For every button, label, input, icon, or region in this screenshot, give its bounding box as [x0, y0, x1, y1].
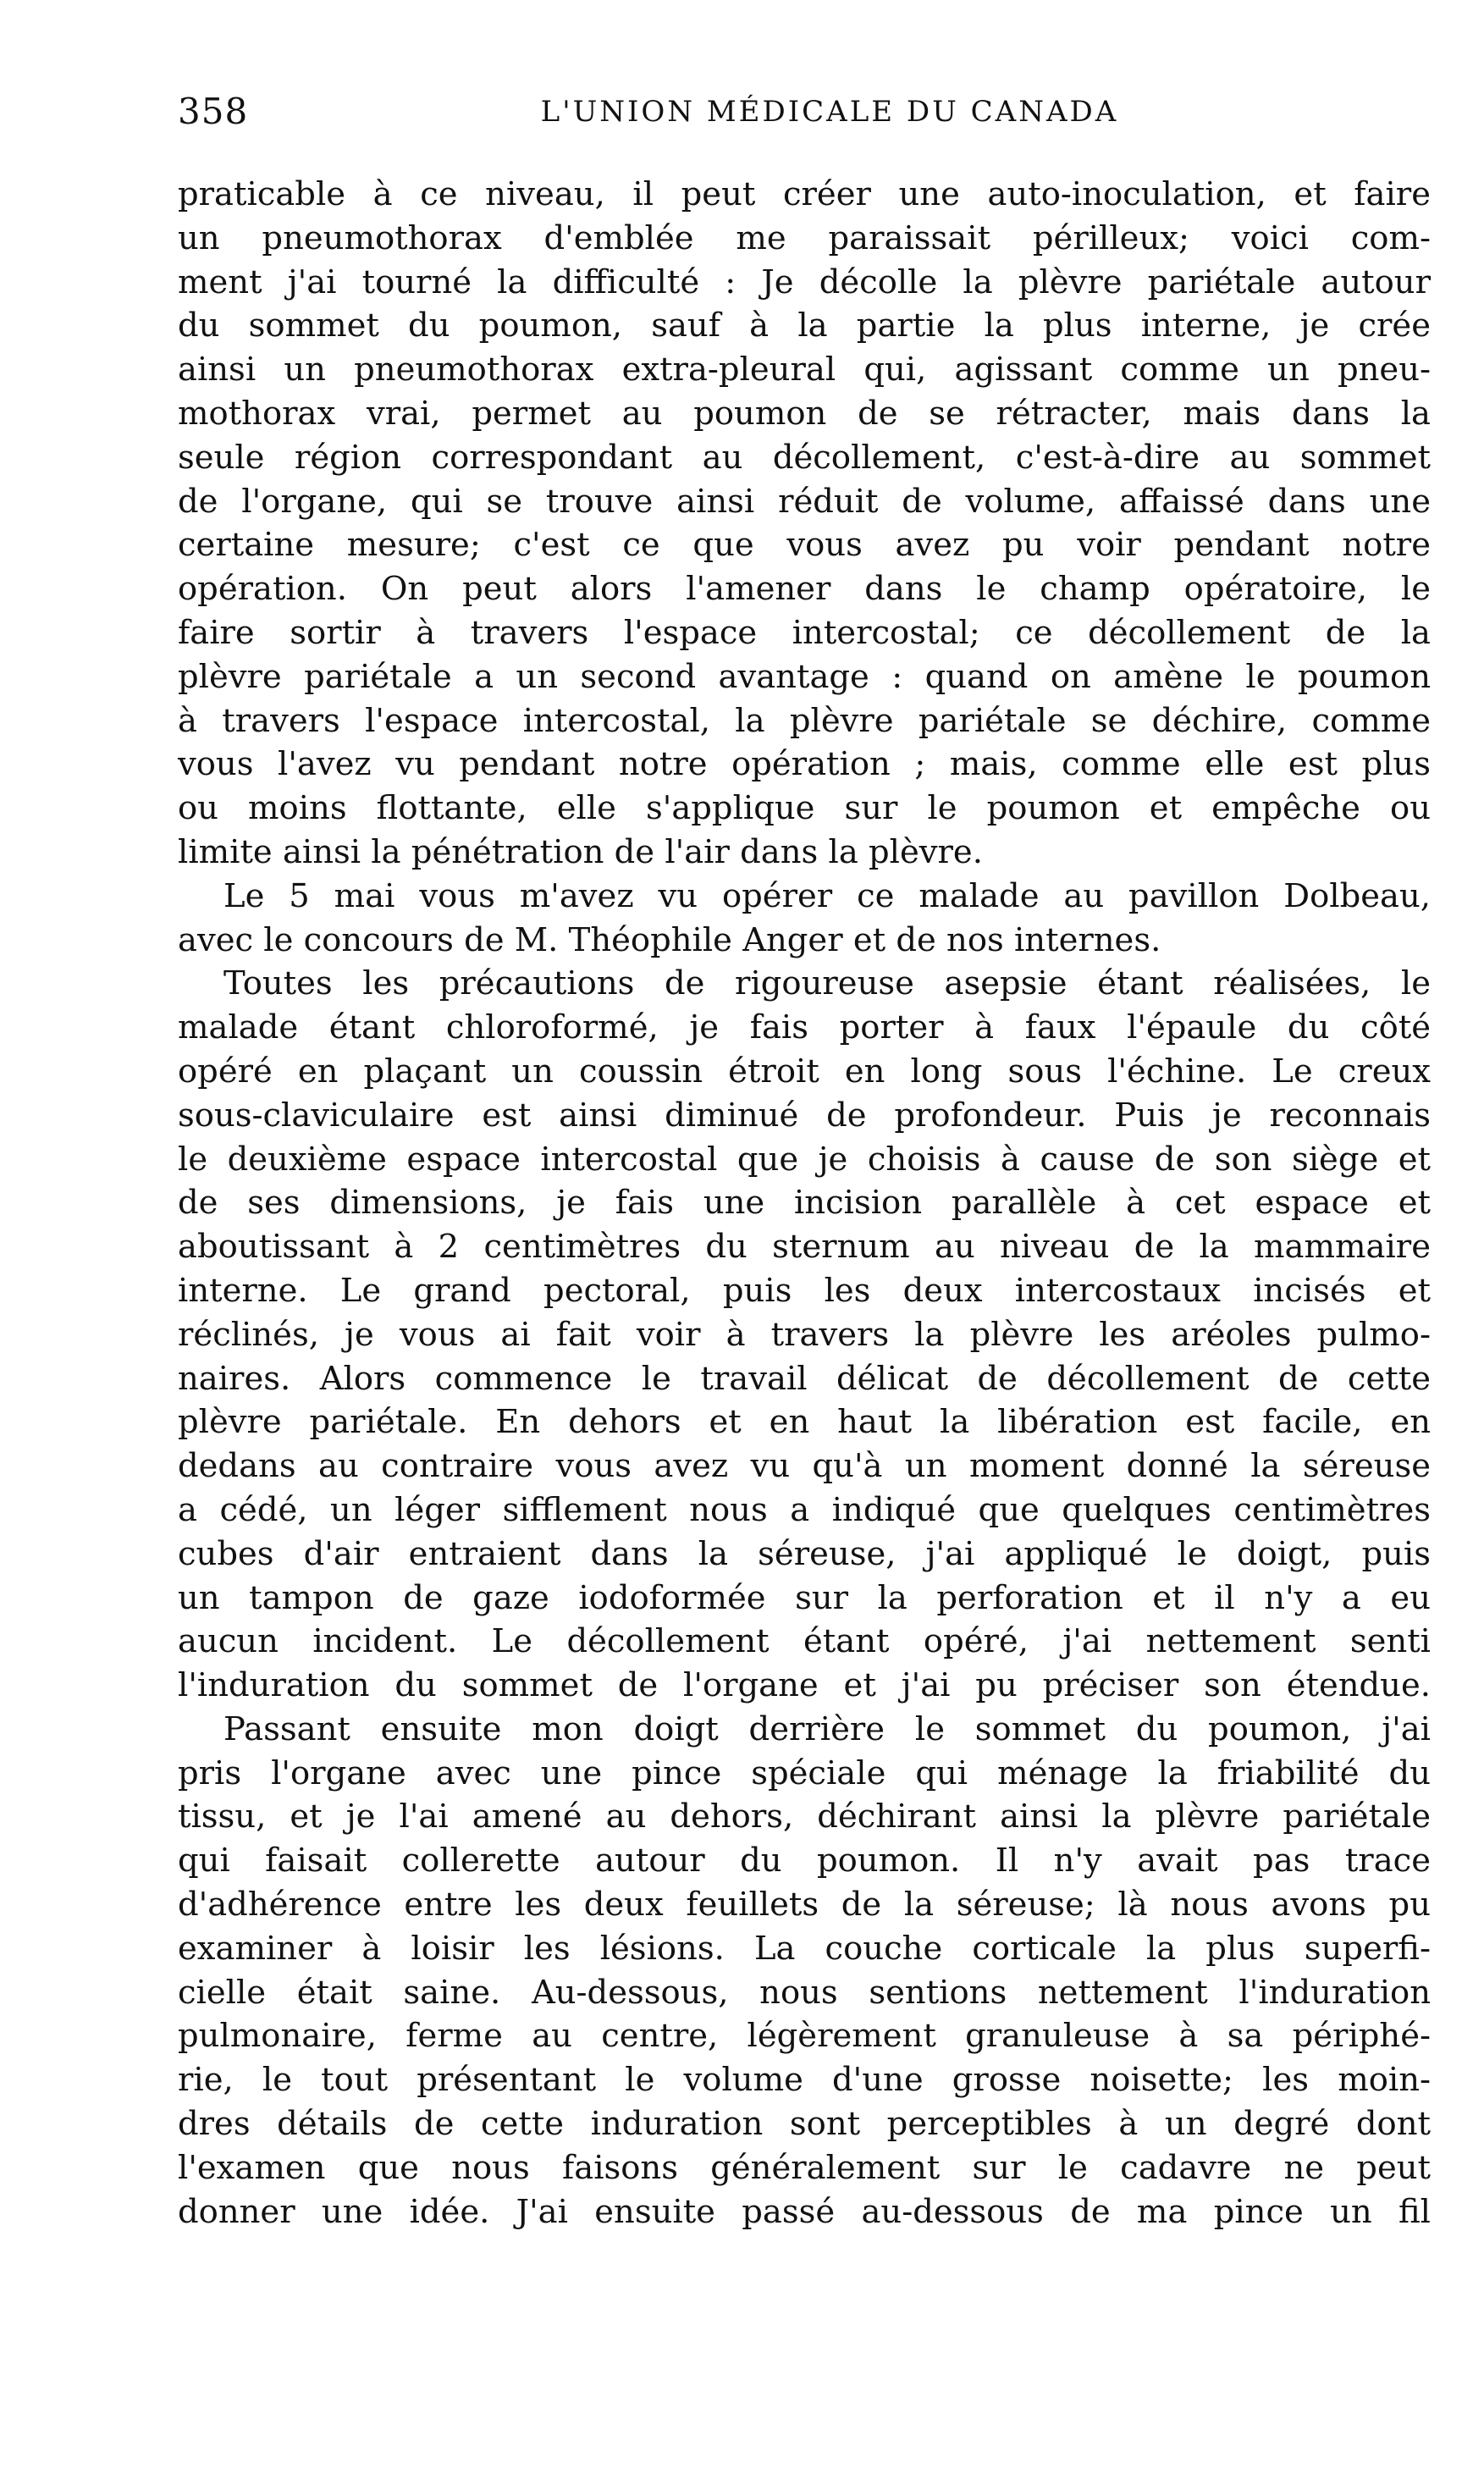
- text-line: tissu, et je l'ai amené au dehors, déchirant ainsi la plèvre pariétale: [178, 1798, 1431, 1836]
- text-line: dedans au contraire vous avez vu qu'à un moment donné la séreuse: [178, 1447, 1431, 1486]
- text-line: d'adhérence entre les deux feuillets de la séreuse; là nous avons pu: [178, 1886, 1431, 1925]
- body-text: [178, 173, 1431, 2234]
- text-line: seule région correspondant au décollement, c'est-à-dire au sommet: [178, 438, 1431, 477]
- page-number: 358: [178, 91, 249, 132]
- text-line: certaine mesure; c'est ce que vous avez pu voir pendant notre: [178, 526, 1431, 565]
- text-line: opération. On peut alors l'amener dans le champ opératoire, le: [178, 570, 1431, 609]
- text-line: l'induration du sommet de l'organe et j'ai pu préciser son étendue.: [178, 1666, 1431, 1705]
- text-line: pulmonaire, ferme au centre, légèrement granuleuse à sa périphé-: [178, 2017, 1431, 2056]
- running-head: [178, 86, 1431, 137]
- text-line: opéré en plaçant un coussin étroit en long sous l'échine. Le creux: [178, 1052, 1431, 1091]
- text-line: Le 5 mai vous m'avez vu opérer ce malade au pavillon Dolbeau,: [223, 876, 1431, 915]
- text-line: malade étant chloroformé, je fais porter à faux l'épaule du côté: [178, 1008, 1431, 1047]
- text-line: faire sortir à travers l'espace intercostal; ce décollement de la: [178, 613, 1431, 652]
- text-line: avec le concours de M. Théophile Anger et de nos internes.: [178, 920, 1161, 959]
- text-line: rie, le tout présentant le volume d'une grosse noisette; les moin-: [178, 2061, 1431, 2100]
- text-line: le deuxième espace intercostal que je choisis à cause de son siège et: [178, 1140, 1431, 1179]
- text-line: ainsi un pneumothorax extra-pleural qui, agissant comme un pneu-: [178, 351, 1431, 389]
- text-line: à travers l'espace intercostal, la plèvre pariétale se déchire, comme: [178, 701, 1431, 740]
- text-line: pris l'organe avec une pince spéciale qui ménage la friabilité du: [178, 1753, 1431, 1792]
- text-line: vous l'avez vu pendant notre opération ; mais, comme elle est plus: [178, 745, 1431, 784]
- text-line: Passant ensuite mon doigt derrière le sommet du poumon, j'ai: [223, 1709, 1431, 1748]
- text-line: praticable à ce niveau, il peut créer une auto-inoculation, et faire: [178, 175, 1431, 213]
- text-line: cielle était saine. Au-dessous, nous sentions nettement l'induration: [178, 1973, 1431, 2012]
- text-line: Toutes les précautions de rigoureuse asepsie étant réalisées, le: [223, 964, 1431, 1003]
- text-line: ment j'ai tourné la difficulté : Je décolle la plèvre pariétale autour: [178, 262, 1431, 301]
- text-line: naires. Alors commence le travail délicat de décollement de cette: [178, 1359, 1431, 1398]
- text-line: aboutissant à 2 centimètres du sternum au niveau de la mammaire: [178, 1228, 1431, 1267]
- text-line: de l'organe, qui se trouve ainsi réduit de volume, affaissé dans une: [178, 482, 1431, 521]
- text-line: de ses dimensions, je fais une incision parallèle à cet espace et: [178, 1184, 1431, 1223]
- text-line: un pneumothorax d'emblée me paraissait périlleux; voici com-: [178, 218, 1431, 257]
- text-line: du sommet du poumon, sauf à la partie la plus interne, je crée: [178, 306, 1431, 345]
- text-line: dres détails de cette induration sont perceptibles à un degré dont: [178, 2105, 1431, 2144]
- text-line: mothorax vrai, permet au poumon de se rétracter, mais dans la: [178, 394, 1431, 433]
- text-line: plèvre pariétale a un second avantage : quand on amène le poumon: [178, 657, 1431, 696]
- text-line: qui faisait collerette autour du poumon. Il n'y avait pas trace: [178, 1842, 1431, 1880]
- text-line: examiner à loisir les lésions. La couche corticale la plus superfi-: [178, 1929, 1431, 1968]
- text-line: sous-claviculaire est ainsi diminué de profondeur. Puis je reconnais: [178, 1096, 1431, 1135]
- text-line: a cédé, un léger sifflement nous a indiqué que quelques centimètres: [178, 1490, 1431, 1529]
- text-line: donner une idée. J'ai ensuite passé au-dessous de ma pince un fil: [178, 2192, 1431, 2231]
- text-line: ou moins flottante, elle s'applique sur le poumon et empêche ou: [178, 789, 1431, 828]
- text-line: cubes d'air entraient dans la séreuse, j'ai appliqué le doigt, puis: [178, 1534, 1431, 1573]
- text-line: un tampon de gaze iodoformée sur la perforation et il n'y a eu: [178, 1578, 1431, 1617]
- text-line: limite ainsi la pénétration de l'air dans la plèvre.: [178, 832, 983, 871]
- text-line: l'examen que nous faisons généralement sur le cadavre ne peut: [178, 2148, 1431, 2187]
- text-line: interne. Le grand pectoral, puis les deux intercostaux incisés et: [178, 1271, 1431, 1310]
- text-line: plèvre pariétale. En dehors et en haut la libération est facile, en: [178, 1403, 1431, 1442]
- journal-title: L'UNION MÉDICALE DU CANADA: [540, 95, 1119, 129]
- text-line: réclinés, je vous ai fait voir à travers la plèvre les aréoles pulmo-: [178, 1315, 1431, 1354]
- text-line: aucun incident. Le décollement étant opéré, j'ai nettement senti: [178, 1622, 1431, 1661]
